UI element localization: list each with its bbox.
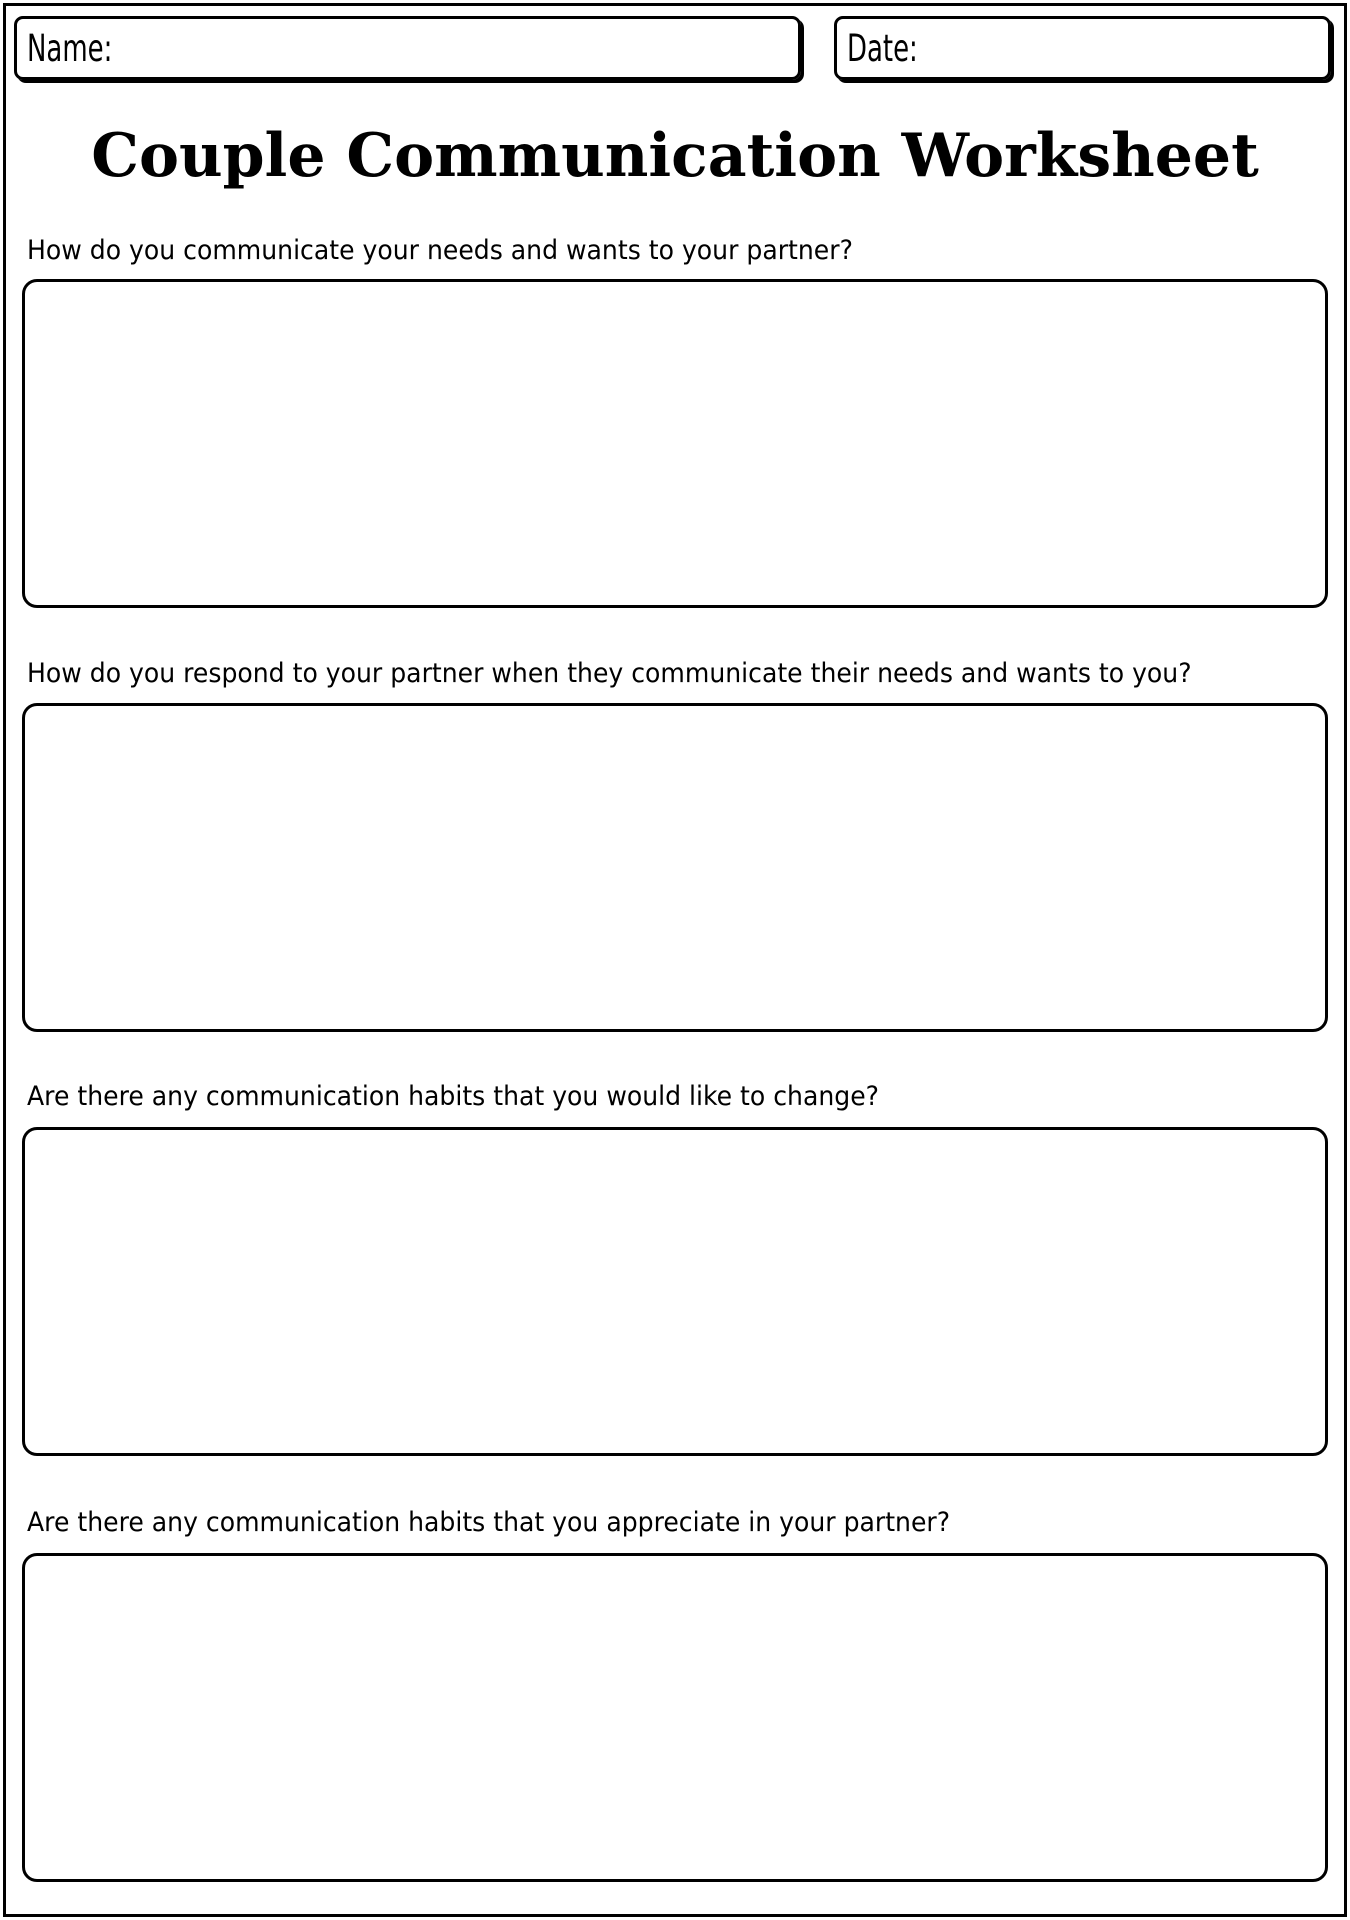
- question-3: Are there any communication habits that you would like to change?: [27, 1081, 879, 1112]
- date-label: Date:: [847, 26, 918, 70]
- question-4: Are there any communication habits that you appreciate in your partner?: [27, 1507, 951, 1538]
- name-label: Name:: [27, 26, 113, 70]
- question-1: How do you communicate your needs and wants to your partner?: [27, 235, 853, 266]
- answer-box-1[interactable]: [22, 279, 1328, 608]
- date-field[interactable]: [834, 16, 1331, 80]
- name-field[interactable]: [14, 16, 801, 80]
- worksheet-title: Couple Communication Worksheet: [91, 121, 1259, 191]
- answer-box-3[interactable]: [22, 1127, 1328, 1456]
- answer-box-4[interactable]: [22, 1553, 1328, 1882]
- question-2: How do you respond to your partner when they communicate their needs and wants to you?: [27, 658, 1192, 689]
- answer-box-2[interactable]: [22, 703, 1328, 1032]
